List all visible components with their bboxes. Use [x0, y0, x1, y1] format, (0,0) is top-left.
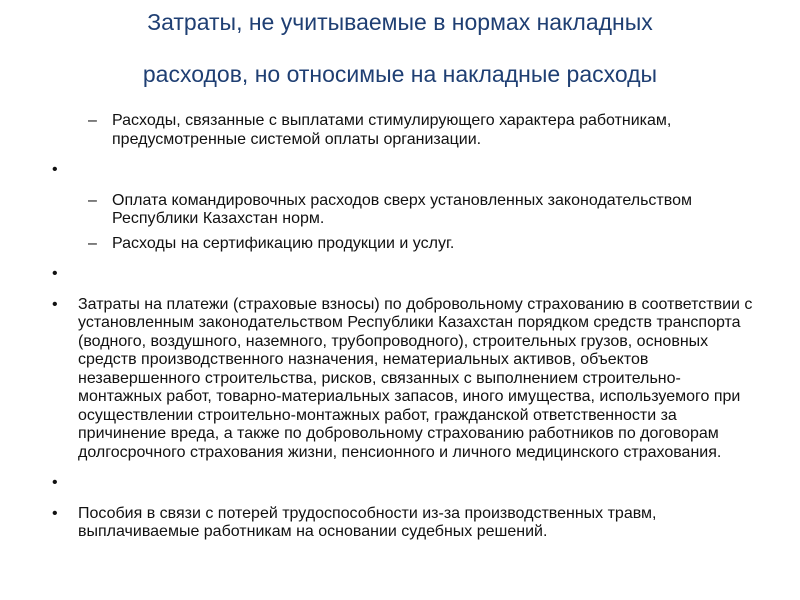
bullet-marker: • [52, 474, 58, 491]
list-item [48, 192, 760, 229]
list-item-empty [48, 265, 760, 284]
list-item [48, 296, 760, 463]
list-item-text [78, 265, 760, 284]
dash-marker: – [88, 112, 97, 129]
list-item [48, 235, 760, 254]
list-item-text [78, 161, 760, 180]
list-item-empty [48, 474, 760, 493]
dash-marker: – [88, 191, 97, 209]
slide-title-line-2: расходов, но относимые на накладные расходы [142, 61, 658, 87]
list-item [48, 112, 760, 149]
slide-title-line-1: Затраты, не учитываемые в нормах накладных [147, 9, 653, 35]
bullet-marker: • [52, 265, 58, 282]
list-item-text: Затраты на платежи (страховые взносы) по добровольному страхованию в соответствии с установленным законодательством Республики Казахстан порядком средств транспорта (водного, воздушного, наземного, трубопроводного), строительных грузов, основных средств производственного назначения, нематериальных активов, объектов незавершенного строительства, рисков, связанных с выполнением строительно-монтажных работ, товарно-материальных запасов, иного имущества, используемого при осуществлении строительно-монтажных работ, гражданской ответственности за причинение вреда, а также по добровольному страхованию работников по договорам долгосрочного страхования жизни, пенсионного и личного медицинского страхования. [78, 295, 753, 461]
list-item-text: Расходы на сертификацию продукции и услуг. [112, 234, 455, 252]
bullet-marker: • [52, 161, 58, 178]
bullet-marker: • [52, 504, 58, 522]
slide-body [48, 112, 760, 542]
list-item-text: Расходы, связанные с выплатами стимулирующего характера работникам, предусмотренные системой оплаты организации. [112, 112, 672, 148]
bullet-marker: • [52, 295, 58, 313]
list-item-text: Пособия в связи с потерей трудоспособности из-за производственных травм, выплачиваемые работникам на основании судебных решений. [78, 504, 657, 540]
list-item-empty [48, 161, 760, 180]
dash-marker: – [88, 234, 97, 252]
list-item-text: Оплата командировочных расходов сверх установленных законодательством Республики Казахстан норм. [112, 191, 692, 227]
list-item [48, 505, 760, 542]
list-item-text [78, 474, 760, 493]
